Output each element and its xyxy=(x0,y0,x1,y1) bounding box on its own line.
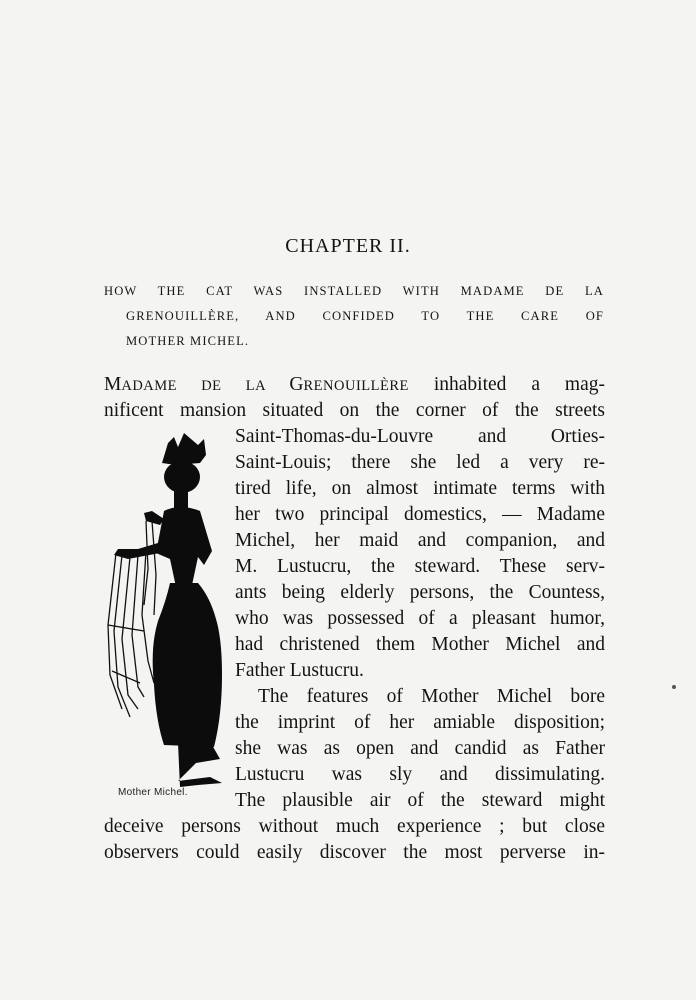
opening-name-initial-2: G xyxy=(289,374,304,395)
body-line-13: The features of Mother Michel bore xyxy=(258,686,605,707)
chapter-heading-line-2: GRENOUILLÈRE, AND CONFIDED TO THE CARE OF xyxy=(126,309,604,323)
body-line-15: she was as open and candid as Father xyxy=(235,738,605,759)
body-line-4: Saint-Louis; there she led a very re- xyxy=(235,452,605,473)
body-line-18: deceive persons without much experience ; but close xyxy=(104,816,605,837)
body-line-8: M. Lustucru, the steward. These serv- xyxy=(235,556,605,577)
chapter-heading-line-1: HOW THE CAT WAS INSTALLED WITH MADAME DE LA xyxy=(104,284,604,298)
body-line-16: Lustucru was sly and dissimulating. xyxy=(235,764,605,785)
body-line-7: Michel, her maid and companion, and xyxy=(235,530,605,551)
body-line-5: tired life, on almost intimate terms with xyxy=(235,478,605,499)
body-line-9: ants being elderly persons, the Countess, xyxy=(235,582,605,603)
body-line-3: Saint-Thomas-du-Louvre and Orties- xyxy=(235,426,605,447)
paper-speck xyxy=(672,685,676,689)
body-line-12: Father Lustucru. xyxy=(235,660,364,681)
opening-name-rest-2: RENOUILLÈRE xyxy=(303,378,409,394)
figure-caption: Mother Michel. xyxy=(118,787,188,798)
body-line-2: nificent mansion situated on the corner of the streets xyxy=(104,400,605,421)
chapter-title: CHAPTER II. xyxy=(285,235,411,257)
body-line-17: The plausible air of the steward might xyxy=(235,790,605,811)
body-line-10: who was possessed of a pleasant humor, xyxy=(235,608,605,629)
body-line-11: had christened them Mother Michel and xyxy=(235,634,605,655)
mother-michel-silhouette-illustration xyxy=(100,425,230,795)
body-line-14: the imprint of her amiable disposition; xyxy=(235,712,605,733)
body-line-1 xyxy=(104,372,605,399)
body-line-1-text: inhabited a mag- xyxy=(408,374,605,395)
opening-name-initial-1: M xyxy=(104,374,122,395)
opening-name-rest-1: ADAME DE LA xyxy=(121,378,290,394)
body-line-6: her two principal domestics, — Madame xyxy=(235,504,605,525)
chapter-heading-line-3: MOTHER MICHEL. xyxy=(126,334,250,348)
body-line-19: observers could easily discover the most perverse in- xyxy=(104,842,605,863)
